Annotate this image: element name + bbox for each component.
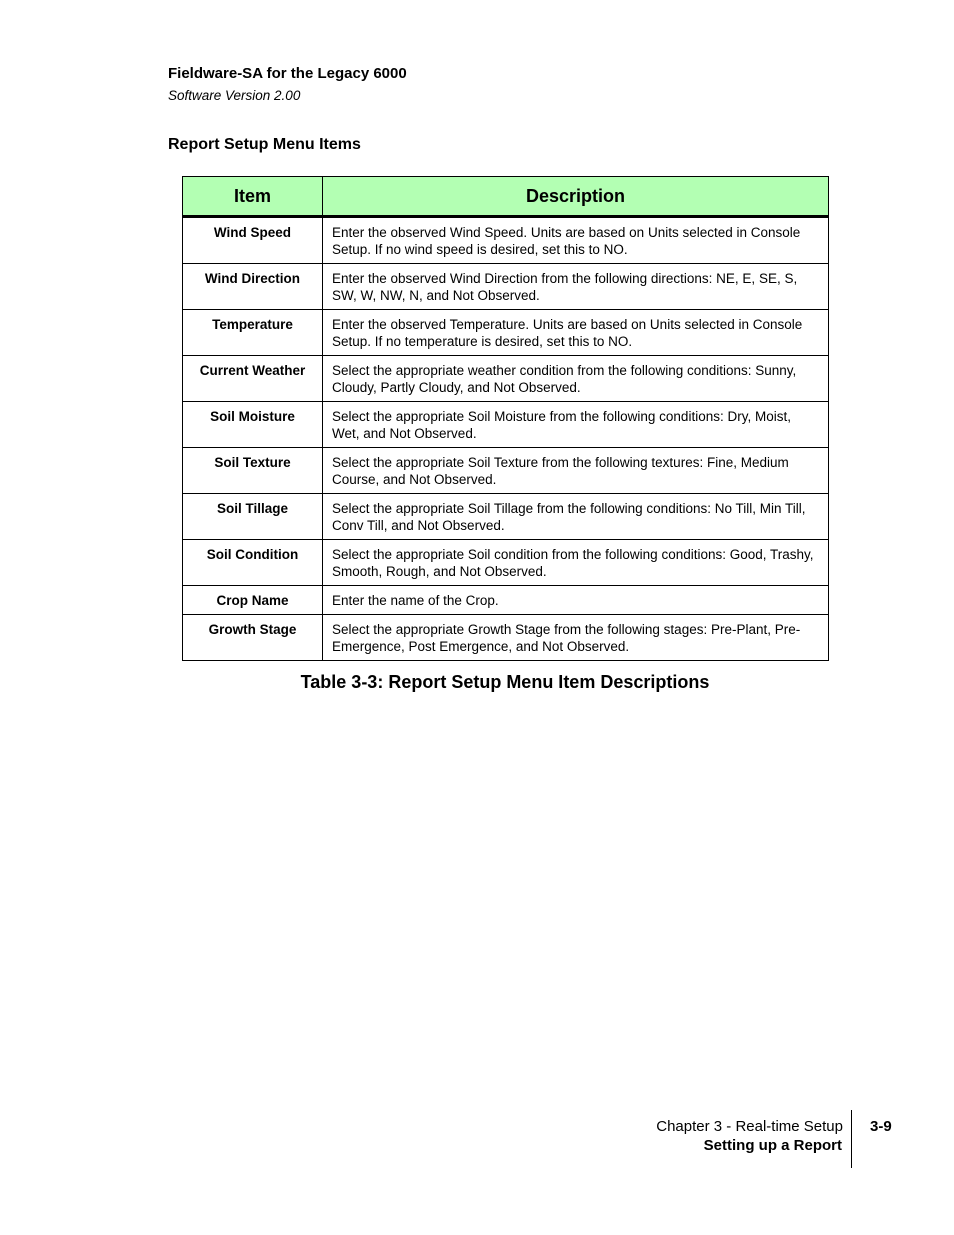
footer-divider (851, 1110, 852, 1168)
row-item: Temperature (183, 310, 323, 356)
doc-subtitle: Software Version 2.00 (168, 88, 301, 103)
table-row (183, 264, 829, 310)
row-description: Select the appropriate Growth Stage from the following stages: Pre-Plant, Pre-Emergence, Post Emergence, and Not Observed. (323, 615, 829, 661)
table-row (183, 217, 829, 264)
footer-section: Setting up a Report (703, 1137, 842, 1154)
table-row (183, 356, 829, 402)
row-description: Enter the name of the Crop. (323, 586, 829, 615)
table-caption (0, 672, 954, 693)
row-item: Soil Condition (183, 540, 323, 586)
table-row (183, 586, 829, 615)
table-row (183, 448, 829, 494)
row-description: Enter the observed Wind Direction from the following directions: NE, E, SE, S, SW, W, NW, N, and Not Observed. (323, 264, 829, 310)
row-description: Select the appropriate Soil condition from the following conditions: Good, Trashy, Smooth, Rough, and Not Observed. (323, 540, 829, 586)
table-row (183, 310, 829, 356)
table-row (183, 615, 829, 661)
menu-items-table (182, 176, 828, 661)
row-item: Soil Texture (183, 448, 323, 494)
row-description: Select the appropriate Soil Texture from the following textures: Fine, Medium Course, and Not Observed. (323, 448, 829, 494)
row-description: Enter the observed Temperature. Units are based on Units selected in Console Setup. If no temperature is desired, set this to NO. (323, 310, 829, 356)
row-item: Crop Name (183, 586, 323, 615)
row-description: Enter the observed Wind Speed. Units are based on Units selected in Console Setup. If no wind speed is desired, set this to NO. (323, 217, 829, 264)
page-number: 3-9 (870, 1118, 892, 1135)
row-item: Wind Direction (183, 264, 323, 310)
row-item: Soil Tillage (183, 494, 323, 540)
row-description: Select the appropriate weather condition from the following conditions: Sunny, Cloudy, Partly Cloudy, and Not Observed. (323, 356, 829, 402)
table-header-row (183, 177, 829, 217)
row-item: Growth Stage (183, 615, 323, 661)
column-header-item: Item (183, 177, 323, 217)
row-item: Current Weather (183, 356, 323, 402)
table-caption-text: Table 3-3: Report Setup Menu Item Descriptions (300, 672, 710, 692)
row-item: Wind Speed (183, 217, 323, 264)
table-row (183, 402, 829, 448)
doc-title: Fieldware-SA for the Legacy 6000 (168, 65, 407, 82)
row-item: Soil Moisture (183, 402, 323, 448)
footer-chapter: Chapter 3 - Real-time Setup (656, 1118, 843, 1135)
row-description: Select the appropriate Soil Moisture from the following conditions: Dry, Moist, Wet, and Not Observed. (323, 402, 829, 448)
column-header-description: Description (323, 177, 829, 217)
section-heading: Report Setup Menu Items (168, 136, 361, 153)
table-row (183, 540, 829, 586)
row-description: Select the appropriate Soil Tillage from the following conditions: No Till, Min Till, Conv Till, and Not Observed. (323, 494, 829, 540)
table-row (183, 494, 829, 540)
